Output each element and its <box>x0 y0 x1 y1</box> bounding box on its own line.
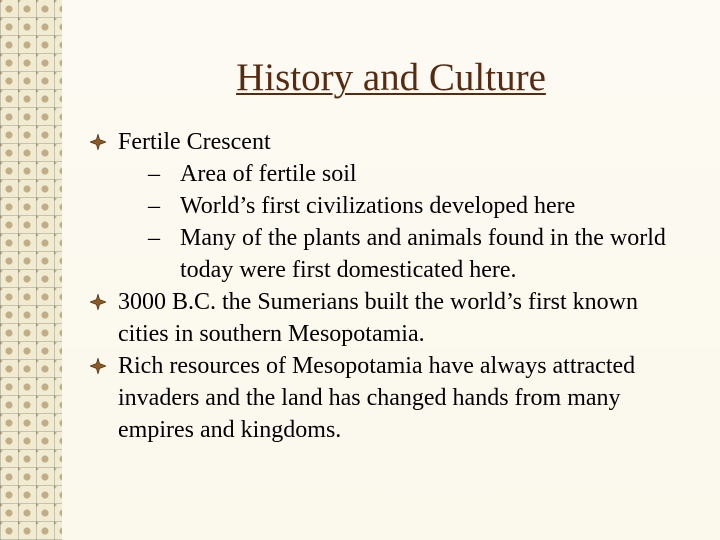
bullet-label: Rich resources of Mesopotamia have always attracted invaders and the land has changed hands from many empires and kingdoms. <box>118 353 636 443</box>
bullet-fertile-crescent <box>118 126 693 286</box>
left-decorative-strip <box>0 0 63 540</box>
slide-content <box>118 126 693 446</box>
dash-marker: – <box>148 161 160 187</box>
star-bullet-icon <box>90 358 106 374</box>
sub-item-area <box>148 158 693 190</box>
sub-item-text: World’s first civilizations developed here <box>180 193 576 219</box>
sub-item-text: Many of the plants and animals found in the world today were first domesticated here. <box>180 225 666 283</box>
sub-item-text: Area of fertile soil <box>180 161 357 187</box>
dash-marker: – <box>148 225 160 251</box>
bullet-label: 3000 B.C. the Sumerians built the world’s first known cities in southern Mesopotamia. <box>118 289 638 347</box>
slide-title: History and Culture <box>236 56 546 99</box>
bullet-label: Fertile Crescent <box>118 129 271 155</box>
bullet-sumerians <box>118 286 693 350</box>
bullet-resources <box>118 350 693 446</box>
star-bullet-icon <box>90 134 106 150</box>
star-bullet-icon <box>90 294 106 310</box>
sub-item-civilizations <box>148 190 693 222</box>
dash-marker: – <box>148 193 160 219</box>
sub-item-domestication <box>148 222 693 286</box>
